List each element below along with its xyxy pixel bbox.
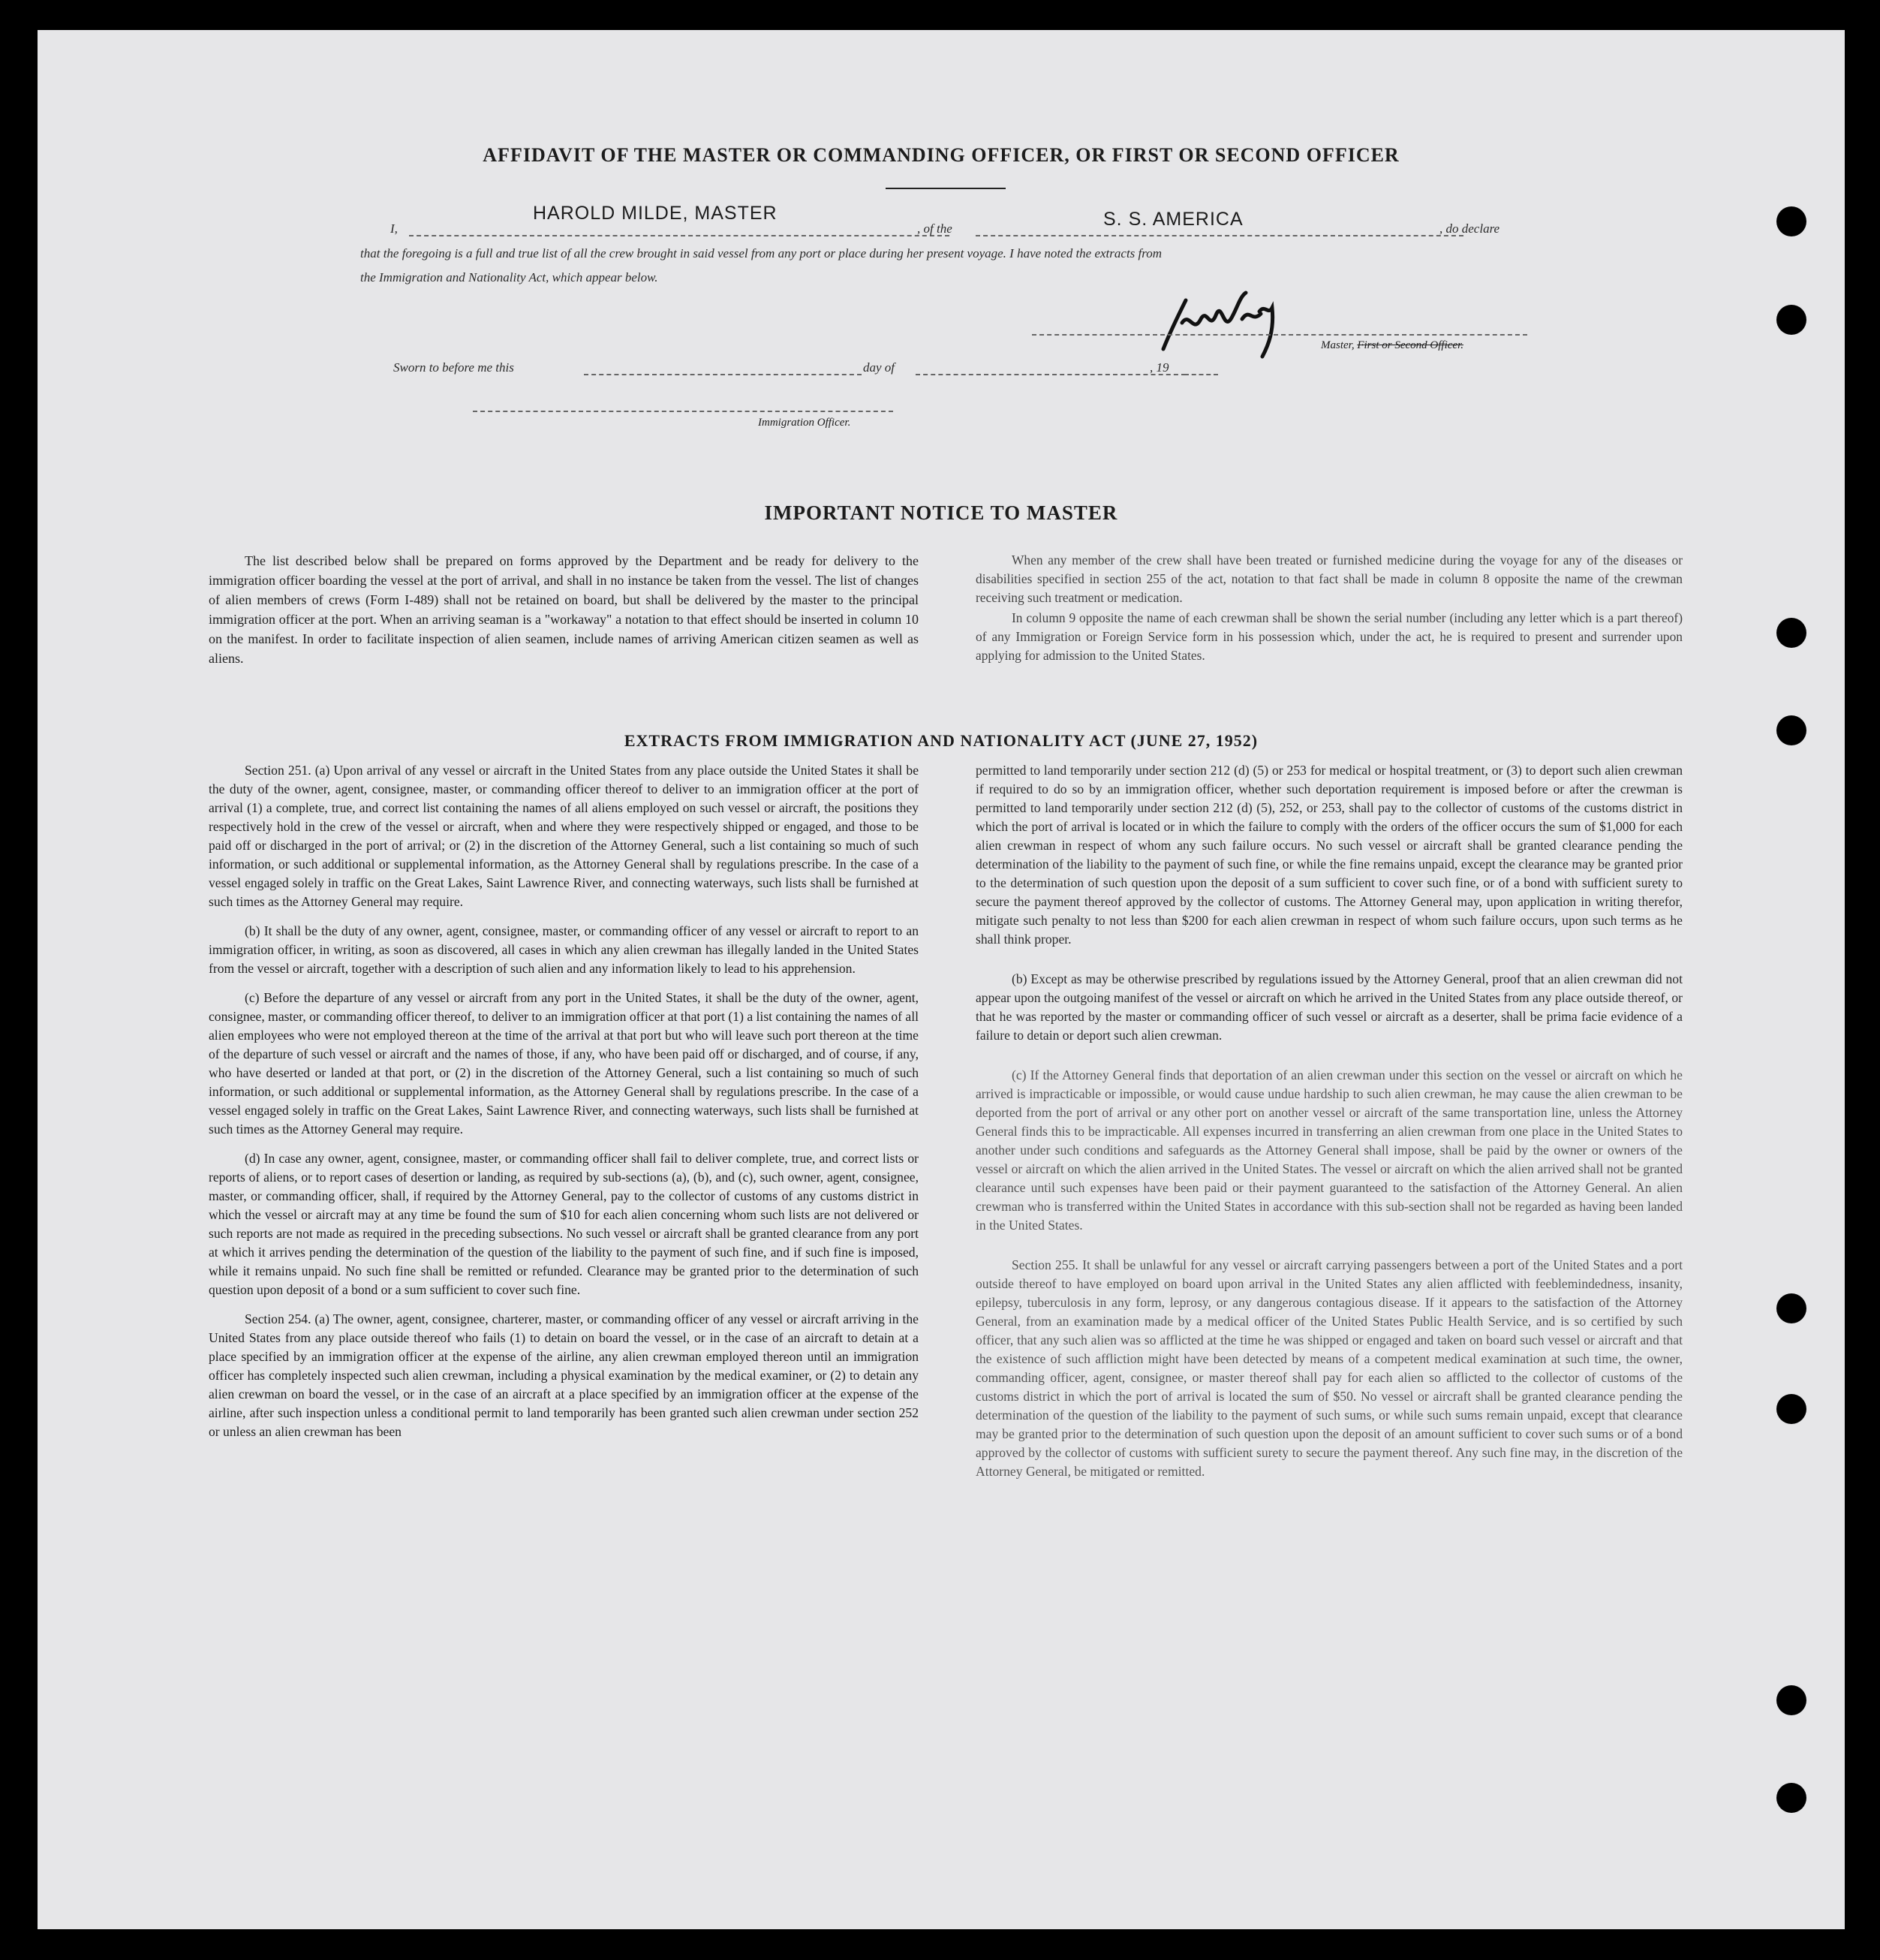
declaration-line-2: the Immigration and Nationality Act, which appear below. <box>360 270 658 285</box>
struck-officer-caption: First or Second Officer. <box>1357 339 1463 351</box>
immigration-officer-caption: Immigration Officer. <box>758 417 851 429</box>
sworn-prefix: Sworn to before me this <box>393 360 514 375</box>
section-254b: (b) Except as may be otherwise prescribed by regulations issued by the Attorney General, proof that an alien crewman did not appear upon the outgoing manifest of the vessel or aircraft on which he arrived in the United States from any place outside thereof, or that he was reported by the master or commanding officer of such vessel or aircraft as a deserter, shall be prima facie evidence of a failure to detain or deport such alien crewman. <box>976 971 1683 1043</box>
notice-right-column <box>976 551 1683 676</box>
sworn-year-label: , 19 <box>1150 360 1169 375</box>
form-page <box>38 30 1845 1929</box>
sworn-year-line <box>1184 374 1218 375</box>
punch-hole <box>1776 1293 1806 1323</box>
extracts-right-column <box>976 761 1683 1492</box>
sworn-month-line <box>916 374 1186 375</box>
signer-caption <box>1321 339 1463 352</box>
prefix-i: I, <box>390 221 398 236</box>
punch-hole <box>1776 305 1806 335</box>
sworn-day-label: day of <box>863 360 895 375</box>
section-251a: Section 251. (a) Upon arrival of any vessel or aircraft in the United States from any place outside the United States it shall be the duty of the owner, agent, consignee, master, or commanding officer thereof to deliver to an immigration officer at the port of arrival (1) a complete, true, and correct list containing the names of all aliens employed on such vessel or aircraft, the positions they respectively hold in the crew of the vessel or aircraft, when and where they were respectively shipped or engaged, and those to be paid off or discharged in the port of arrival; or (2) in the discretion of the Attorney General, such a list containing so much of such information, or such additional or supplemental information, as the Attorney General shall by regulations prescribe. In the case of a vessel engaged solely in traffic on the Great Lakes, Saint Lawrence River, and connecting waterways, such lists shall be furnished at such times as the Attorney General may require. <box>209 763 919 909</box>
sworn-day-line <box>584 374 862 375</box>
name-field-value: HAROLD MILDE, MASTER <box>533 203 778 224</box>
signature-line <box>1032 334 1527 336</box>
punch-hole <box>1776 206 1806 236</box>
name-field-line <box>409 235 949 236</box>
affidavit-title: AFFIDAVIT OF THE MASTER OR COMMANDING OFFICER, OR FIRST OR SECOND OFFICER <box>483 144 1400 166</box>
declaration-line-1: that the foregoing is a full and true list of all the crew brought in said vessel from any port or place during her present voyage. I have noted the extracts from <box>360 246 1163 260</box>
extracts-title: EXTRACTS FROM IMMIGRATION AND NATIONALITY ACT (JUNE 27, 1952) <box>624 731 1259 750</box>
punch-hole <box>1776 618 1806 648</box>
section-255: Section 255. It shall be unlawful for any vessel or aircraft carrying passengers between a port of the United States and a port outside thereof to have employed on board upon arrival in the United States any alien afflicted with feeblemindedness, insanity, epilepsy, tuberculosis in any form, leprosy, or any dangerous contagious disease. If it appears to the satisfaction of the Attorney General, from an examination made by a medical officer of the United States Public Health Service, and is so certified by such officer, that any such alien was so afflicted at the time he was shipped or engaged and taken on board such vessel or aircraft and that the existence of such affliction might have been detected by means of a competent medical examination at such time, the owner, commanding officer, agent, consignee, or master thereof shall pay for each alien so afflicted to the collector of customs of the customs district in which the port of arrival is located the sum of $50. No vessel or aircraft shall be granted clearance pending the determination of the question of the liability to the payment of such sums, or while such sums remain unpaid, except that clearance may be granted prior to the determination of such question upon the deposit of an amount sufficient to cover such sums or of a bond approved by the collector of customs with sufficient surety to secure the payment thereof. Any such fine may, in the discretion of the Attorney General, be mitigated or remitted. <box>976 1257 1683 1479</box>
immigration-officer-line <box>473 411 893 412</box>
section-254a: Section 254. (a) The owner, agent, consignee, charterer, master, or commanding officer of any vessel or aircraft arriving in the United States from any place outside thereof who fails (1) to detain on board the vessel, or in the case of an aircraft to detain at a place specified by an immigration officer at the expense of the airline, any alien crewman employed thereon until an immigration officer has completely inspected such alien crewman, including a physical examination by the medical examiner, or (2) to detain any alien crewman on board the vessel, or in the case of an aircraft at a place specified by an immigration officer at the expense of the airline, after such inspection unless a conditional permit to land temporarily has been granted such alien crewman under section 252 or unless an alien crewman has been <box>209 1311 919 1439</box>
section-254c: (c) If the Attorney General finds that deportation of an alien crewman under this section on the vessel or aircraft on which he arrived is impracticable or impossible, or would cause undue hardship to such alien crewman, he may cause the alien crewman to be deported from the port of arrival or any other port on another vessel or aircraft of the same transportation line, unless the Attorney General finds this to be impracticable. All expenses incurred in transferring an alien crewman from one place in the United States to another under such conditions and safeguards as the Attorney General shall impose, shall be paid by the owner or owners of the vessel or aircraft on which the alien arrived in the United States. The vessel or aircraft on which the alien arrived shall not be granted clearance until such expenses have been paid or their payment guaranteed to the satisfaction of the Attorney General. An alien crewman who is transferred within the United States in accordance with this sub-section shall not be regarded as having been landed in the United States. <box>976 1067 1683 1233</box>
master-caption: Master, <box>1321 339 1355 351</box>
extracts-left-column <box>209 761 919 1452</box>
vessel-field-line <box>976 235 1463 236</box>
notice-right-paragraph-1: When any member of the crew shall have been treated or furnished medicine during the voyage for any of the diseases or disabilities specified in section 255 of the act, notation to that fact shall be made in column 8 opposite the name of the crewman receiving such treatment or medication. <box>976 552 1683 605</box>
notice-right-paragraph-2: In column 9 opposite the name of each crewman shall be shown the serial number (including any letter which is a part thereof) of any Immigration or Foreign Service form in his possession which, under the act, he is required to present and surrender upon applying for admission to the United States. <box>976 610 1683 663</box>
punch-hole <box>1776 1394 1806 1424</box>
of-the-label: , of the <box>917 221 952 236</box>
title-rule <box>886 188 1006 189</box>
section-251c: (c) Before the departure of any vessel or aircraft from any port in the United States, it shall be the duty of the owner, agent, consignee, master, or commanding officer thereof, to deliver to an immigration officer at that port (1) a list containing the names of all alien employees who were not employed thereon at the time of the arrival at that port but who will leave such port thereon at the time of the departure of such vessel or aircraft and the names of those, if any, who have been paid off or discharged, and of course, if any, who have deserted or landed at that port, or (2) in the discretion of the Attorney General, such a list containing so much of such information, or such additional or supplemental information, as the Attorney General shall by regulations prescribe. In the case of a vessel engaged solely in traffic on the Great Lakes, Saint Lawrence River, and connecting waterways, such lists shall be furnished at such times as the Attorney General may require. <box>209 990 919 1137</box>
section-254a-continued: permitted to land temporarily under section 212 (d) (5) or 253 for medical or hospital treatment, or (3) to deport such alien crewman if required to do so by an immigration officer, whether such deportation requirement is imposed before or after the crewman is permitted to land temporarily under section 212 (d) (5), 252, or 253, shall pay to the collector of customs of the customs district in which the port of arrival is located or in which the failure to comply with the orders of the officer occurs the sum of $1,000 for each alien crewman in respect of whom any such failure occurs. No such vessel or aircraft shall be granted clearance pending the determination of the liability to the payment of such fine, or while the fine remains unpaid, except the clearance may be granted prior to the determination of such question upon the deposit of a sum sufficient to cover such fine, or of a bond with sufficient surety to secure the payment thereof approved by the collector of customs. The Attorney General may, upon application in writing therefor, mitigate such penalty to not less than $200 for each alien crewman in respect of whom such failure occurs, upon such terms as he shall think proper. <box>976 763 1683 947</box>
master-signature <box>1118 278 1328 360</box>
punch-hole <box>1776 1783 1806 1813</box>
vessel-field-value: S. S. AMERICA <box>1103 209 1244 230</box>
notice-left-paragraph: The list described below shall be prepared on forms approved by the Department and be ready for delivery to the immigration officer boarding the vessel at the port of arrival, and shall in no instance be taken from the vessel. The list of changes of alien members of crews (Form I-489) shall not be retained on board, but shall be delivered by the master to the principal immigration officer at the port. When an arriving seaman is a "workaway" a notation to that effect should be inserted in column 10 on the manifest. In order to facilitate inspection of alien seamen, include names of arriving American citizen seamen as well as aliens. <box>209 553 919 666</box>
notice-title: IMPORTANT NOTICE TO MASTER <box>764 501 1118 524</box>
section-251b: (b) It shall be the duty of any owner, agent, consignee, master, or commanding officer of any vessel or aircraft to report to an immigration officer, in writing, as soon as discovered, all cases in which any alien crewman has illegally landed in the United States from the vessel or aircraft, together with a description of such alien and any information likely to lead to his apprehension. <box>209 923 919 976</box>
do-declare-label: , do declare <box>1439 221 1500 236</box>
punch-hole <box>1776 1685 1806 1715</box>
notice-left-column <box>209 551 919 679</box>
section-251d: (d) In case any owner, agent, consignee, master, or commanding officer shall fail to deliver complete, true, and correct lists or reports of aliens, or to report cases of desertion or landing, as required by sub-sections (a), (b), and (c), such owner, agent, consignee, master, or commanding officer, shall, if required by the Attorney General, pay to the collector of customs of any customs district in which the vessel or aircraft may at any time be found the sum of $10 for each alien concerning whom such lists are not delivered or such reports are not made as required in the preceding subsections. No such vessel or aircraft shall be granted clearance from any port at which it arrives pending the determination of the question of the liability to the payment of such fine, and if such fine is imposed, while it remains unpaid. No such fine shall be remitted or refunded. Clearance may be granted prior to the determination of such question upon deposit of a bond or a sum sufficient to cover such fine. <box>209 1151 919 1297</box>
